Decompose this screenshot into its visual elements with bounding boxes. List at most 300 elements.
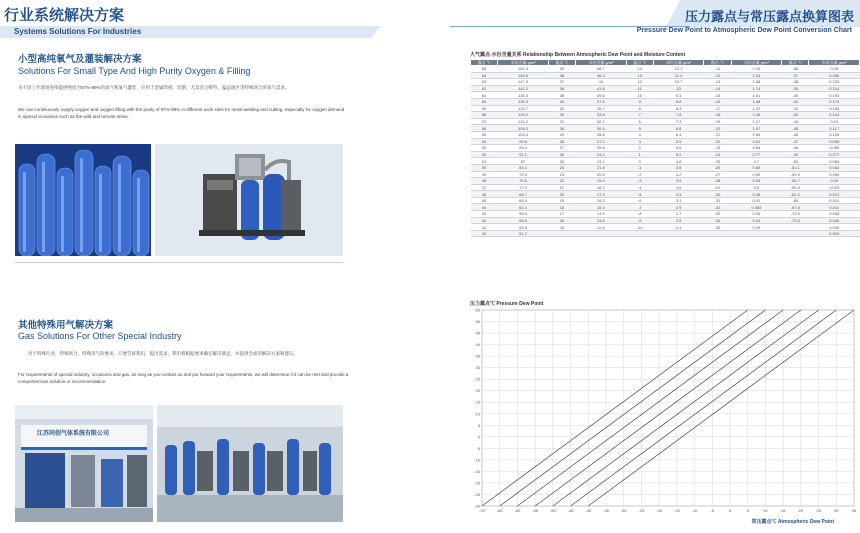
table-cell: 1.48 <box>731 98 781 105</box>
table-header-cell: 露点 ℃ <box>704 60 731 66</box>
oxygen-generator-image <box>155 144 343 256</box>
section2-title-en: Gas Solutions For Other Special Industry <box>18 331 182 341</box>
table-cell: 49 <box>471 171 498 178</box>
table-cell: 0.214 <box>809 85 860 92</box>
table-cell: -23 <box>704 145 731 152</box>
table-cell: 62 <box>471 85 498 92</box>
table-row <box>471 230 860 237</box>
table-row <box>471 191 860 198</box>
x-tick-label: -25 <box>638 508 645 513</box>
y-tick-label: 55 <box>475 307 480 313</box>
table-cell: 10.7 <box>653 79 703 86</box>
table-row <box>471 145 860 152</box>
booth-illustration <box>15 405 153 522</box>
table-cell: 56 <box>471 125 498 132</box>
table-cell: 61 <box>471 92 498 99</box>
table-cell: 26 <box>548 151 575 158</box>
table-cell: 44 <box>576 79 626 86</box>
table-cell: 0.34 <box>731 211 781 218</box>
table-cell: 5.6 <box>653 145 703 152</box>
table-cell: -40 <box>782 92 809 99</box>
table-cell: 109.2 <box>498 125 548 132</box>
table-cell: -56.7 <box>782 178 809 185</box>
table-cell: 39 <box>548 66 575 73</box>
table-cell: 0.029 <box>809 184 860 191</box>
x-tick-label: -55 <box>532 508 539 513</box>
table-cell: 16 <box>548 217 575 224</box>
table-cell: 23.1 <box>576 158 626 165</box>
table-cell: 0.194 <box>809 92 860 99</box>
table-cell <box>704 230 731 237</box>
y-tick-label: 20 <box>475 388 480 394</box>
table-cell: -70.6 <box>782 211 809 218</box>
table-cell: 2.19 <box>731 66 781 73</box>
table-cell: 32 <box>548 112 575 119</box>
table-cell: 5 <box>626 125 653 132</box>
table-cell <box>626 230 653 237</box>
table-cell: 14 <box>626 66 653 73</box>
table-cell: 1.26 <box>731 112 781 119</box>
table-cell: 45 <box>471 197 498 204</box>
table-cell: 15 <box>548 224 575 231</box>
table-cell: 25.8 <box>576 145 626 152</box>
table-row <box>471 79 860 86</box>
table-cell: 12.8 <box>576 224 626 231</box>
table-cell: -28 <box>704 178 731 185</box>
table-cell: 35.7 <box>576 105 626 112</box>
y-tick-label: 5 <box>477 422 480 428</box>
table-cell: 1.07 <box>731 125 781 132</box>
table-cell: 8.8 <box>653 98 703 105</box>
table-cell: 33 <box>548 105 575 112</box>
x-tick-label: -65 <box>496 508 503 513</box>
table-cell: 17 <box>548 211 575 218</box>
table-cell: 75.6 <box>498 178 548 185</box>
x-tick-label: 5 <box>746 508 749 513</box>
x-tick-label: 10 <box>763 508 768 513</box>
y-tick-label: 25 <box>475 376 480 382</box>
table-cell: -27 <box>704 171 731 178</box>
table-cell: 32.1 <box>576 118 626 125</box>
table-cell: 62.4 <box>498 204 548 211</box>
y-tick-label: -5 <box>476 445 480 451</box>
table-cell: 55 <box>471 131 498 138</box>
table-cell: -25 <box>704 158 731 165</box>
table-cell: -41 <box>782 98 809 105</box>
table-cell: 44 <box>471 204 498 211</box>
table-cell: -12 <box>704 72 731 79</box>
table-cell: 19 <box>548 197 575 204</box>
table-cell: 18 <box>548 204 575 211</box>
right-header-subtitle: Pressure Dew Point to Atmospheric Dew Point Conversion Chart <box>636 27 852 34</box>
table-cell: 27.2 <box>576 138 626 145</box>
table-header-cell: 露点 ℃ <box>548 60 575 66</box>
table-cell: 4.8 <box>653 158 703 165</box>
table-cell: 13.6 <box>576 217 626 224</box>
x-tick-label: -30 <box>620 508 627 513</box>
table-cell: 1.74 <box>731 85 781 92</box>
cylinders-illustration <box>15 144 151 256</box>
table-cell: 124.7 <box>498 105 548 112</box>
table-cell: 0.008 <box>809 211 860 218</box>
table-cell: 37 <box>548 79 575 86</box>
y-tick-label: -15 <box>474 468 480 474</box>
table-cell: 141.2 <box>498 85 548 92</box>
table-cell: 0.385 <box>731 204 781 211</box>
table-cell: 56.6 <box>498 217 548 224</box>
table-cell: -29 <box>704 184 731 191</box>
table-cell: 0.13 <box>809 118 860 125</box>
table-cell: -16 <box>704 98 731 105</box>
table-cell: -6 <box>626 197 653 204</box>
table-cell: 27 <box>548 145 575 152</box>
table-cell: -24 <box>704 151 731 158</box>
table-cell: -73.3 <box>782 217 809 224</box>
table-row <box>471 158 860 165</box>
x-tick-label: -70 <box>479 508 485 513</box>
table-header-cell: 水份含量 g/m³ <box>653 60 703 66</box>
table-body <box>471 66 860 237</box>
table-cell: 8 <box>626 105 653 112</box>
table-cell: 0.011 <box>809 204 860 211</box>
table-cell: 0.256 <box>809 72 860 79</box>
table-cell: 4 <box>626 131 653 138</box>
table-cell: 14.5 <box>576 211 626 218</box>
right-page <box>430 0 860 533</box>
table-cell: -15 <box>704 92 731 99</box>
table-header-cell: 水份含量 g/m³ <box>498 60 548 66</box>
table-cell: 130.3 <box>498 98 548 105</box>
x-tick-label: 25 <box>816 508 821 513</box>
table-cell: 63 <box>471 79 498 86</box>
table-row <box>471 112 860 119</box>
table-cell: -13 <box>704 79 731 86</box>
section2-desc-cn: 对于特殊行业、特殊场合、特殊用气的要求，只要告诉我们，提出需求，我们将根据要求确定解决满足，并提供全面的解决方案和建议。 <box>28 351 298 356</box>
table-cell: 0.003 <box>809 230 860 237</box>
table-cell: 1.17 <box>731 118 781 125</box>
table-row <box>471 184 860 191</box>
table-cell: 2.03 <box>731 72 781 79</box>
y-tick-label: -10 <box>474 457 480 463</box>
table-row <box>471 66 860 73</box>
table-cell: -46 <box>782 131 809 138</box>
table-cell: 38 <box>548 72 575 79</box>
table-cell: 68.7 <box>498 191 548 198</box>
table-row <box>471 171 860 178</box>
table-row <box>471 138 860 145</box>
table-cell: 2.7 <box>653 211 703 218</box>
table-cell: 5.9 <box>653 138 703 145</box>
table-cell: 3.1 <box>653 197 703 204</box>
table-cell: 21 <box>548 184 575 191</box>
generator-illustration <box>155 144 343 256</box>
table-cell: -10 <box>626 224 653 231</box>
table-cell: 4.5 <box>653 164 703 171</box>
table-cell: 60 <box>471 98 498 105</box>
table-cell: 39.6 <box>576 92 626 99</box>
table-cell: 0.91 <box>731 138 781 145</box>
section-divider <box>15 262 343 263</box>
table-cell: 28 <box>548 138 575 145</box>
table-cell: 15.4 <box>576 204 626 211</box>
table-cell: 30.4 <box>576 125 626 132</box>
table-cell: -4 <box>626 184 653 191</box>
table-cell: -31 <box>704 197 731 204</box>
table-cell: 0.54 <box>731 178 781 185</box>
table-cell: 41 <box>471 224 498 231</box>
table-cell: 28.8 <box>576 131 626 138</box>
table-header-cell: 水份含量 g/m³ <box>731 60 781 66</box>
table-cell: 10 <box>626 92 653 99</box>
x-tick-label: 35 <box>851 508 857 513</box>
table-cell: 0.054 <box>809 171 860 178</box>
table-cell: 54 <box>471 138 498 145</box>
table-cell: 24 <box>548 164 575 171</box>
table-cell: 43 <box>471 211 498 218</box>
table-cell <box>653 230 703 237</box>
table-cell: -11 <box>704 66 731 73</box>
table-cell: 9.3 <box>653 92 703 99</box>
table-cell: -45 <box>782 125 809 132</box>
table-row <box>471 72 860 79</box>
table-cell <box>782 230 809 237</box>
section2-desc-en: For requirements of special industry, occasions and gas, as long as you contact us and put forward your requirements, we will determine if it can be met and provide a comprehensive solution or recommendation. <box>18 372 349 384</box>
section2-title-cn: 其他特殊用气解决方案 <box>18 320 114 331</box>
table-cell: 48 <box>471 178 498 185</box>
table-cell: 35 <box>548 92 575 99</box>
table-cell: -38 <box>782 79 809 86</box>
x-tick-label: -45 <box>567 508 574 513</box>
table-row <box>471 98 860 105</box>
table-cell: 36 <box>548 85 575 92</box>
table-cell: 22 <box>548 178 575 185</box>
table-cell: 30 <box>548 125 575 132</box>
table-row <box>471 197 860 204</box>
table-cell: 0.176 <box>809 98 860 105</box>
table-cell: 0.006 <box>809 217 860 224</box>
table-cell: -37 <box>782 72 809 79</box>
table-cell <box>576 230 626 237</box>
table-header-cell: 露点 ℃ <box>471 60 498 66</box>
table-cell: 46.3 <box>576 72 626 79</box>
table-cell: 51 <box>471 158 498 165</box>
table-cell: 161.3 <box>498 66 548 73</box>
table-cell: 0.062 <box>809 164 860 171</box>
table-cell: 3.6 <box>653 184 703 191</box>
table-cell: -14 <box>704 85 731 92</box>
table-cell: 91.1 <box>498 151 548 158</box>
table-cell: 46 <box>471 191 498 198</box>
table-cell: 0.7 <box>731 158 781 165</box>
table-row <box>471 224 860 231</box>
table-cell: -2 <box>626 171 653 178</box>
table-cell: 65.5 <box>498 197 548 204</box>
table-cell: 104.4 <box>498 131 548 138</box>
table-cell: -34 <box>704 217 731 224</box>
y-tick-label: 15 <box>475 399 480 405</box>
x-tick-label: -50 <box>549 508 556 513</box>
table-cell: 0.234 <box>809 79 860 86</box>
dew-point-table <box>470 59 860 237</box>
table-cell: 50 <box>471 164 498 171</box>
table-cell: -19 <box>704 118 731 125</box>
x-tick-label: -5 <box>710 508 715 513</box>
table-cell: -26 <box>704 164 731 171</box>
table-cell: 0.41 <box>731 197 781 204</box>
table-cell: 135.3 <box>498 92 548 99</box>
table-cell <box>548 230 575 237</box>
table-cell: -5 <box>626 191 653 198</box>
booth-sign-text: 江苏同创气体系统有限公司 <box>37 431 110 437</box>
table-cell: 0.29 <box>731 224 781 231</box>
table-row <box>471 118 860 125</box>
table-cell: 0.84 <box>731 145 781 152</box>
table-cell: 3 <box>626 138 653 145</box>
table-header-cell: 水份含量 g/m³ <box>809 60 860 66</box>
table-cell: 0.159 <box>809 105 860 112</box>
table-cell: -39 <box>782 85 809 92</box>
y-tick-label: 40 <box>475 342 480 348</box>
table-cell: 53 <box>471 145 498 152</box>
table-cell: 1 <box>626 151 653 158</box>
table-row <box>471 178 860 185</box>
table-cell: 34 <box>548 98 575 105</box>
table-cell: 7.3 <box>653 118 703 125</box>
table-cell: -22 <box>704 138 731 145</box>
table-row <box>471 211 860 218</box>
table-cell: 1.37 <box>731 105 781 112</box>
factory-illustration <box>157 405 343 522</box>
x-tick-label: -15 <box>673 508 680 513</box>
table-cell: 0.45 <box>731 191 781 198</box>
x-tick-label: -10 <box>691 508 698 513</box>
table-cell: 33.8 <box>576 112 626 119</box>
table-cell <box>731 230 781 237</box>
chart-x-label: 常压露点℃ Atmospheric Dew Point <box>751 519 834 525</box>
table-cell: 12 <box>626 79 653 86</box>
conversion-chart <box>470 306 860 518</box>
table-cell: -20 <box>704 125 731 132</box>
table-cell: 2 <box>626 145 653 152</box>
table-cell: -7 <box>626 204 653 211</box>
table-cell: 0.31 <box>731 217 781 224</box>
table-cell: 95.4 <box>498 145 548 152</box>
table-row <box>471 125 860 132</box>
table-row <box>471 217 860 224</box>
table-cell: 3.3 <box>653 191 703 198</box>
table-cell: 0.28 <box>809 66 860 73</box>
x-tick-label: -40 <box>585 508 592 513</box>
table-cell: 21.8 <box>576 164 626 171</box>
table-cell: 0.04 <box>809 178 860 185</box>
x-tick-label: 0 <box>728 508 732 513</box>
table-cell: 147.3 <box>498 79 548 86</box>
table-cell: -33 <box>704 211 731 218</box>
table-cell: -17 <box>704 105 731 112</box>
table-cell: 0.014 <box>809 197 860 204</box>
table-cell: 59.4 <box>498 211 548 218</box>
table-header-cell: 水份含量 g/m³ <box>576 60 626 66</box>
table-cell: 0.077 <box>809 151 860 158</box>
section1-title-cn: 小型高纯氧气及灌装解决方案 <box>18 54 142 65</box>
table-cell: 16.3 <box>576 197 626 204</box>
table-cell: -43 <box>782 112 809 119</box>
table-cell: -18 <box>704 112 731 119</box>
table-cell: 5.2 <box>653 151 703 158</box>
table-cell: 53.8 <box>498 224 548 231</box>
y-tick-label: 35 <box>475 353 480 359</box>
table-row <box>471 164 860 171</box>
table-cell: -49 <box>782 151 809 158</box>
table-cell: -53.9 <box>782 171 809 178</box>
table-cell: 0.5 <box>731 184 781 191</box>
x-tick-label: 30 <box>834 508 839 513</box>
table-cell: 79.3 <box>498 171 548 178</box>
y-tick-label: 45 <box>475 330 480 336</box>
x-tick-label: 20 <box>798 508 804 513</box>
x-tick-label: -60 <box>514 508 521 513</box>
table-cell: 0.59 <box>731 171 781 178</box>
table-cell: 72.3 <box>498 184 548 191</box>
table-cell: 0.105 <box>809 131 860 138</box>
table-cell: 3.9 <box>653 178 703 185</box>
table-cell: 153.6 <box>498 72 548 79</box>
table-cell: 6.8 <box>653 125 703 132</box>
table-cell: 23 <box>548 171 575 178</box>
left-header-subtitle: Systems Solutions For Industries <box>14 27 142 36</box>
table-cell: 47 <box>471 184 498 191</box>
table-cell: 20.6 <box>576 171 626 178</box>
table-cell: 9 <box>626 98 653 105</box>
table-cell: -8 <box>626 211 653 218</box>
table-cell: -50 <box>782 158 809 165</box>
table-cell: -65 <box>782 197 809 204</box>
table-cell: 1.88 <box>731 79 781 86</box>
section1-desc-en: We can continuously supply oxygen and oxygen filling with the purity of 97%-99% in different work sites for metal welding and cutting, especially for oxygen demand in special occasions such as the wild and remote areas. <box>18 107 345 119</box>
table-cell: 37.6 <box>576 98 626 105</box>
table-cell: 2.9 <box>653 204 703 211</box>
table-cell: 19.4 <box>576 178 626 185</box>
table-cell: -21 <box>704 131 731 138</box>
table-cell: -67.8 <box>782 204 809 211</box>
table-cell: 48.7 <box>576 66 626 73</box>
table-cell: 83.1 <box>498 164 548 171</box>
table-cell: 58 <box>471 112 498 119</box>
table-cell: 0.144 <box>809 112 860 119</box>
exhibition-booth-image <box>15 405 153 522</box>
table-cell: 0.77 <box>731 151 781 158</box>
table-cell: -35 <box>704 224 731 231</box>
table-cell: 65 <box>471 66 498 73</box>
section1-desc-cn: 为不同工作现场连续提供纯度为97%-99%的氧气和氧气灌装，应用于金属焊接、切割，尤其适合野外、偏远地区等特殊场合的氧气需求。 <box>18 85 290 90</box>
y-tick-label: -25 <box>474 491 480 497</box>
table-cell: -51.1 <box>782 164 809 171</box>
table-cell: 6.4 <box>653 131 703 138</box>
table-cell: 2.4 <box>653 224 703 231</box>
table-cell: 0.99 <box>731 131 781 138</box>
right-header-title: 压力露点与常压露点换算图表 <box>684 9 854 24</box>
table-cell: -42 <box>782 105 809 112</box>
table-cell: 42 <box>471 217 498 224</box>
table-cell: -44 <box>782 118 809 125</box>
table-cell: 7.8 <box>653 112 703 119</box>
table-row <box>471 151 860 158</box>
table-cell: 0.65 <box>731 164 781 171</box>
table-cell: 20 <box>548 191 575 198</box>
factory-floor-image <box>157 405 343 522</box>
table-cell: 1.61 <box>731 92 781 99</box>
y-tick-label: -30 <box>474 503 480 509</box>
